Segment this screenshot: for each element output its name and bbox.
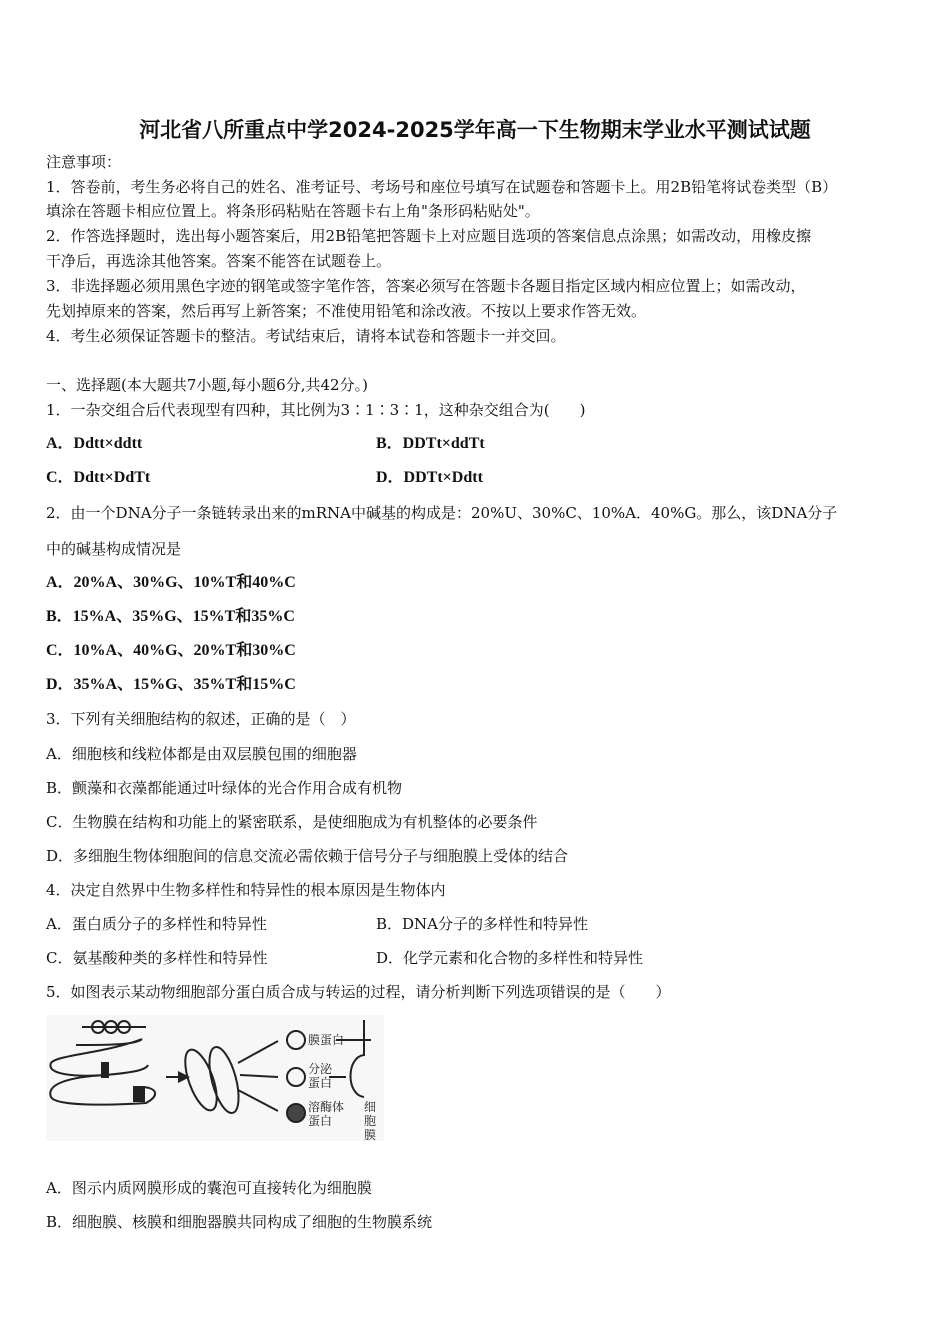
notice-line: 干净后，再选涂其他答案。答案不能答在试题卷上。 — [46, 252, 392, 270]
svg-text:蛋白: 蛋白 — [308, 1076, 333, 1090]
q1-option-c: C．Ddtt×DdTt — [46, 469, 151, 486]
notice-heading: 注意事项： — [46, 153, 122, 171]
notice-line: 填涂在答题卡相应位置上。将条形码粘贴在答题卡右上角"条形码粘贴处"。 — [46, 202, 540, 220]
svg-text:膜: 膜 — [364, 1128, 377, 1141]
question-3-stem: 3．下列有关细胞结构的叙述，正确的是（ ） — [46, 710, 356, 728]
question-1-stem: 1．一杂交组合后代表现型有四种，其比例为3∶1∶3∶1，这种杂交组合为( ) — [46, 401, 586, 419]
svg-text:溶酶体: 溶酶体 — [308, 1100, 345, 1114]
question-4-stem: 4．决定自然界中生物多样性和特异性的根本原因是生物体内 — [46, 881, 446, 899]
question-2-stem: 2．由一个DNA分子一条链转录出来的mRNA中碱基的构成是：20%U、30%C、10%A．40%G。那么，该DNA分子 — [46, 504, 838, 522]
q2-option-d: D．35%A、15%G、35%T和15%C — [46, 676, 296, 693]
svg-text:胞: 胞 — [364, 1114, 377, 1128]
section-heading: 一、选择题(本大题共7小题,每小题6分,共42分。) — [46, 376, 368, 394]
notice-line: 2．作答选择题时，选出每小题答案后，用2B铅笔把答题卡上对应题目选项的答案信息点涂黑；如需改动，用橡皮擦 — [46, 227, 812, 245]
notice-line: 4．考生必须保证答题卡的整洁。考试结束后，请将本试卷和答题卡一并交回。 — [46, 327, 566, 345]
notice-line: 3．非选择题必须用黑色字迹的钢笔或签字笔作答，答案必须写在答题卡各题目指定区域内相应位置上；如需改动， — [46, 277, 806, 295]
q1-option-b: B．DDTt×ddTt — [376, 435, 485, 452]
q1-option-d: D．DDTt×Ddtt — [376, 469, 483, 486]
protein-transport-figure — [46, 1015, 384, 1141]
question-2-stem-cont: 中的碱基构成情况是 — [46, 540, 182, 558]
svg-text:细: 细 — [364, 1100, 377, 1114]
notice-line: 先划掉原来的答案，然后再写上新答案；不准使用铅笔和涂改液。不按以上要求作答无效。 — [46, 302, 647, 320]
q2-option-a: A．20%A、30%G、10%T和40%C — [46, 574, 296, 591]
q3-option-b: B．颤藻和衣藻都能通过叶绿体的光合作用合成有机物 — [46, 779, 403, 797]
q5-option-b: B．细胞膜、核膜和细胞器膜共同构成了细胞的生物膜系统 — [46, 1213, 433, 1231]
q4-option-d: D．化学元素和化合物的多样性和特异性 — [376, 949, 644, 967]
svg-text:蛋白: 蛋白 — [308, 1114, 333, 1128]
q4-option-a: A．蛋白质分子的多样性和特异性 — [46, 915, 267, 933]
q3-option-d: D．多细胞生物体细胞间的信息交流必需依赖于信号分子与细胞膜上受体的结合 — [46, 847, 569, 865]
q3-option-c: C．生物膜在结构和功能上的紧密联系，是使细胞成为有机整体的必要条件 — [46, 813, 538, 831]
q2-option-b: B．15%A、35%G、15%T和35%C — [46, 608, 295, 625]
q4-option-c: C．氨基酸种类的多样性和特异性 — [46, 949, 268, 967]
q4-option-b: B．DNA分子的多样性和特异性 — [376, 915, 589, 933]
q3-option-a: A．细胞核和线粒体都是由双层膜包围的细胞器 — [46, 745, 357, 763]
question-5-stem: 5．如图表示某动物细胞部分蛋白质合成与转运的过程，请分析判断下列选项错误的是（ ） — [46, 983, 671, 1001]
q1-option-a: A．Ddtt×ddtt — [46, 435, 143, 452]
q2-option-c: C．10%A、40%G、20%T和30%C — [46, 642, 296, 659]
page-title: 河北省八所重点中学2024-2025学年高一下生物期末学业水平测试试题 — [139, 118, 811, 142]
q5-option-a: A．图示内质网膜形成的囊泡可直接转化为细胞膜 — [46, 1179, 372, 1197]
notice-line: 1．答卷前，考生务必将自己的姓名、准考证号、考场号和座位号填写在试题卷和答题卡上。用2B铅笔将试卷类型（B） — [46, 178, 838, 196]
fig-label: 膜蛋白 — [308, 1033, 345, 1047]
svg-text:分泌: 分泌 — [308, 1062, 333, 1076]
